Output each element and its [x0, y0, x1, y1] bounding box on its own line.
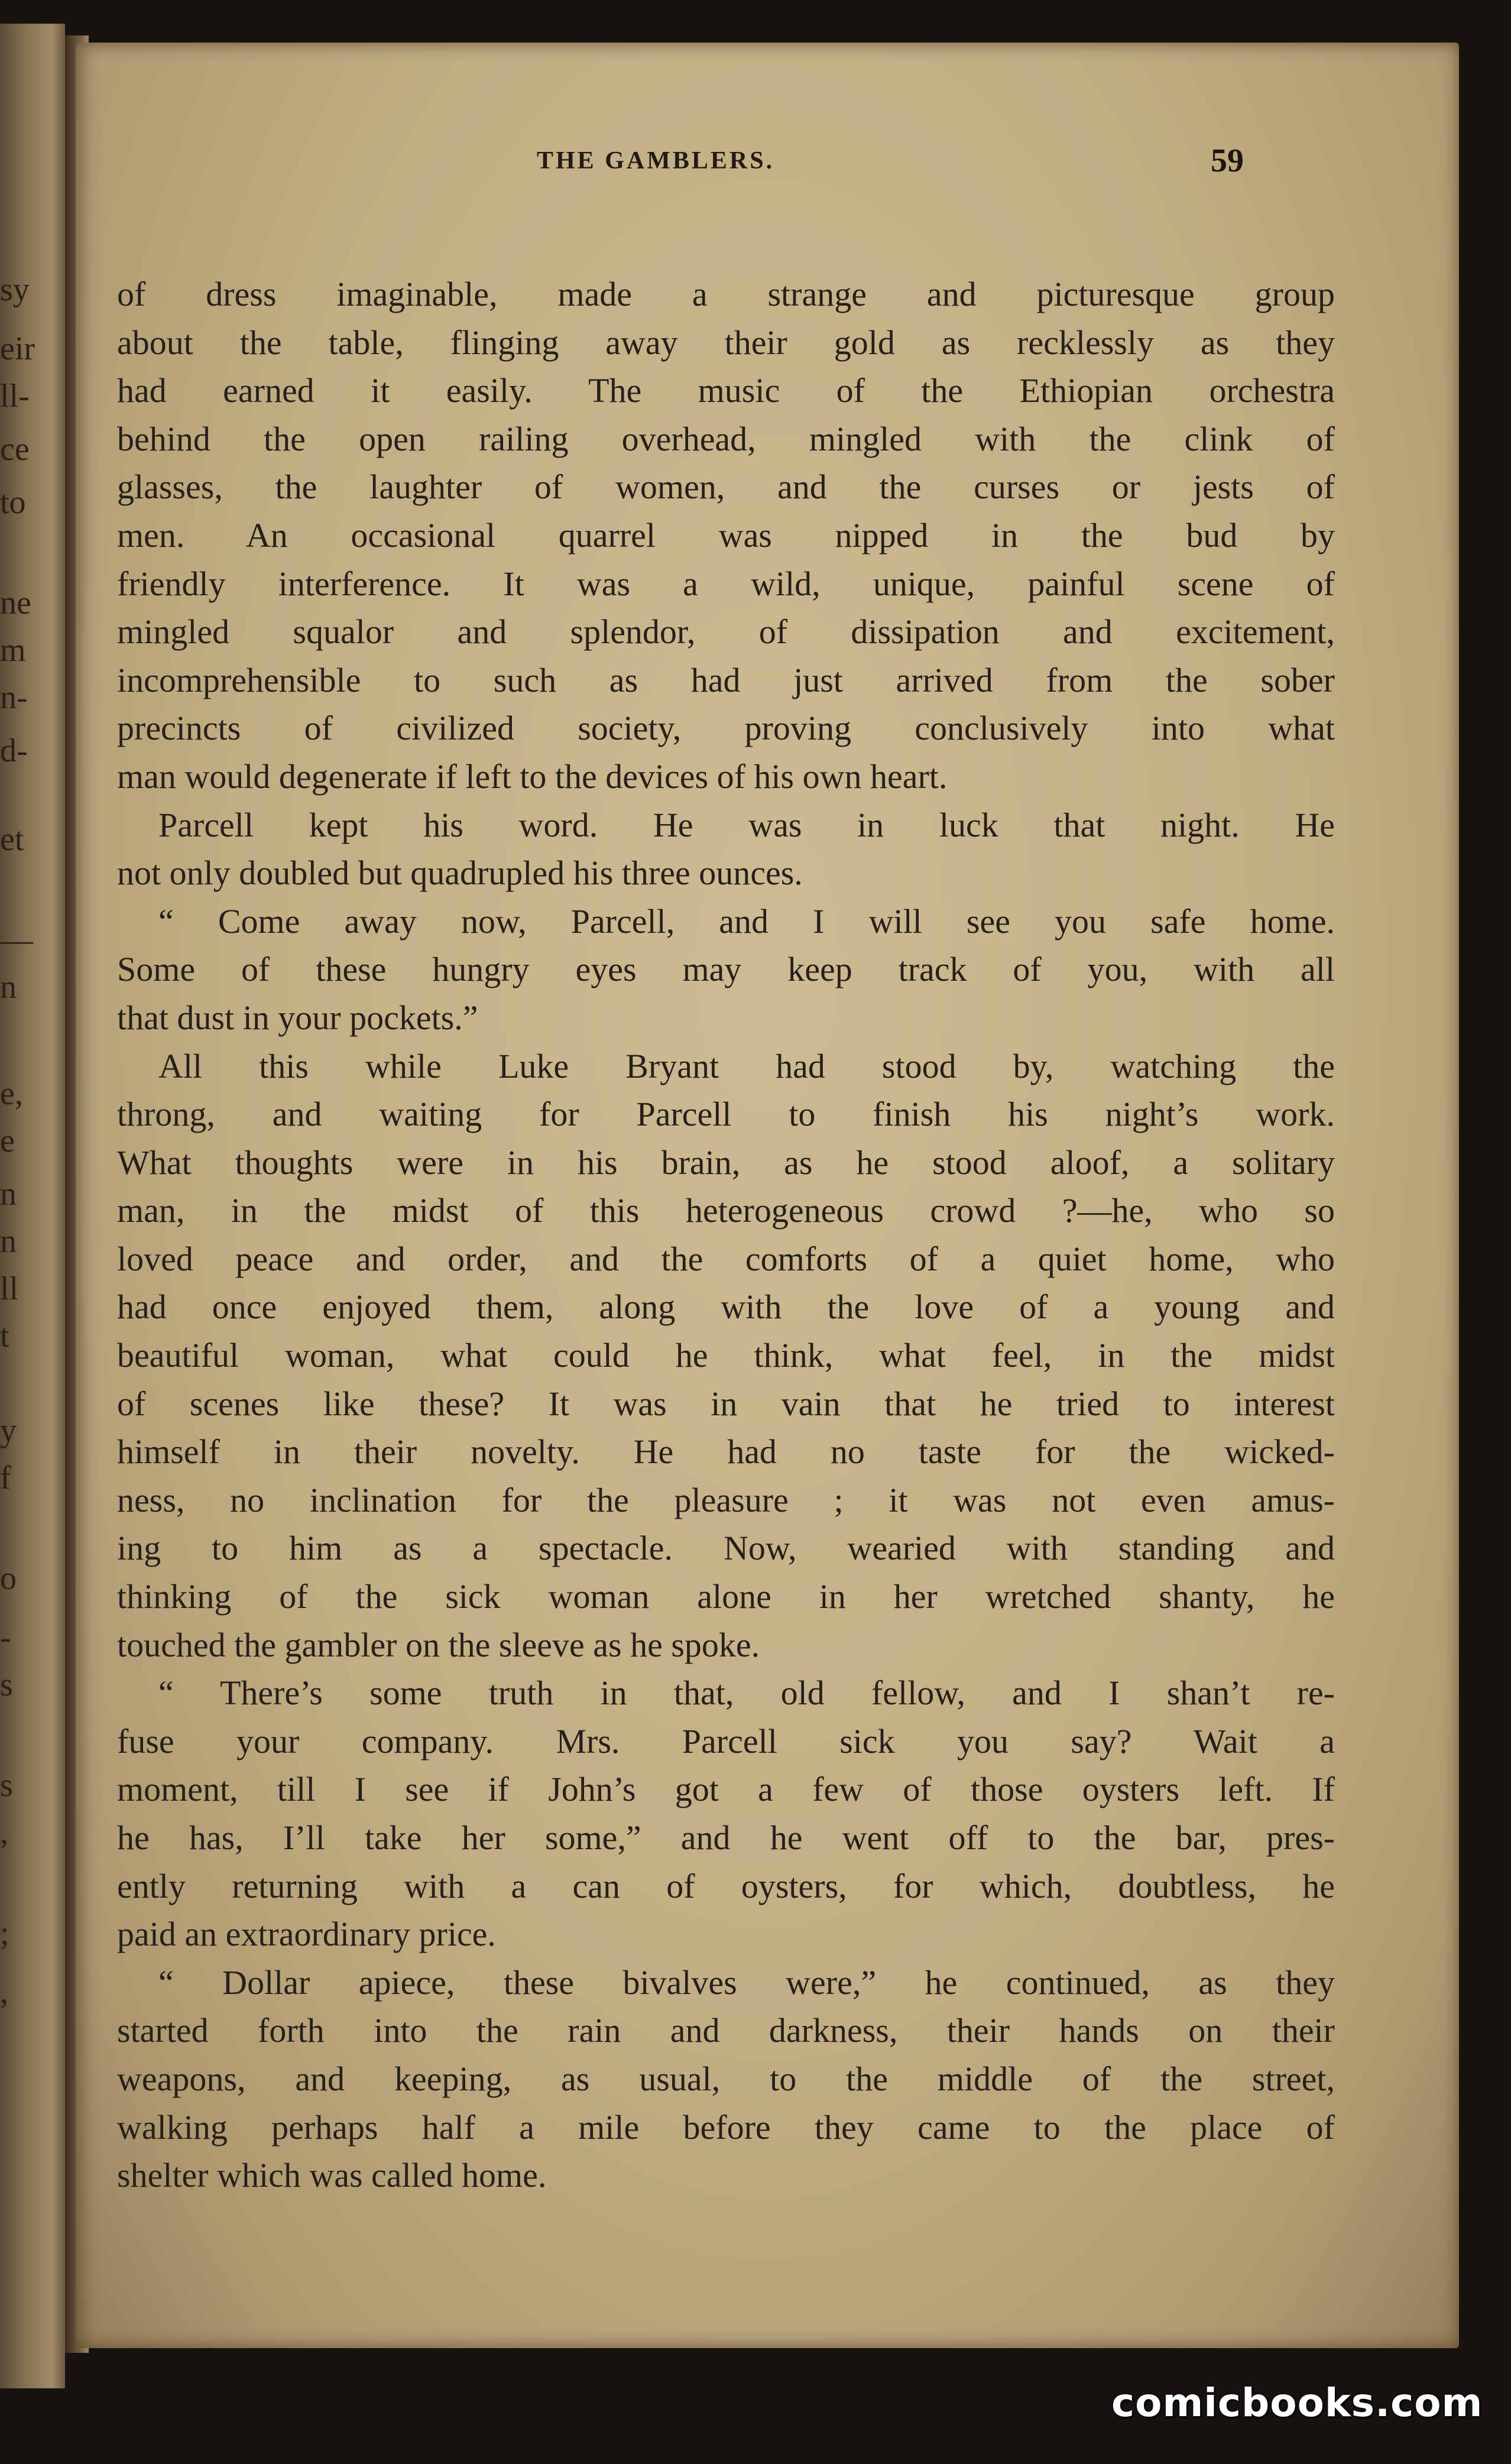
text-line: weapons, and keeping, as usual, to the middle of the street,: [117, 2059, 1335, 2098]
left-page-fragment: ;: [0, 1915, 9, 1951]
text-line: ness, no inclination for the pleasure ; it was not even amus-: [117, 1480, 1335, 1519]
text-line: behind the open railing overhead, mingled with the clink of: [117, 419, 1335, 458]
left-page-fragment: n: [0, 1223, 17, 1260]
left-page-fragment: to: [0, 484, 26, 521]
text-line: men. An occasional quarrel was nipped in the bud by: [117, 516, 1335, 555]
left-page-fragment: sy: [0, 271, 30, 308]
left-page-fragment: t: [0, 1318, 9, 1354]
text-line: fuse your company. Mrs. Parcell sick you say? Wait a: [117, 1721, 1335, 1761]
left-page-fragment: ll-: [0, 378, 30, 414]
left-page-fragment: s: [0, 1667, 13, 1703]
text-line: Some of these hungry eyes may keep track of you, with all: [117, 950, 1335, 989]
left-page-fragment: n-: [0, 679, 28, 716]
text-line: All this while Luke Bryant had stood by, watching the: [158, 1046, 1335, 1085]
left-page-fragment: n: [0, 1176, 17, 1212]
text-line: of scenes like these? It was in vain that he tried to interest: [117, 1384, 1335, 1423]
text-line: that dust in your pockets.”: [117, 998, 478, 1037]
text-line: loved peace and order, and the comforts of a quiet home, who: [117, 1239, 1335, 1278]
text-line: about the table, flinging away their gold as recklessly as they: [117, 323, 1335, 362]
text-line: he has, I’ll take her some,” and he went off to the bar, pres-: [117, 1818, 1335, 1857]
left-page-fragment: ll: [0, 1270, 19, 1307]
text-line: ently returning with a can of oysters, for which, doubtless, he: [117, 1866, 1335, 1905]
left-page-fragment: n: [0, 969, 17, 1006]
left-page-fragment: s: [0, 1767, 13, 1804]
left-page-fragment: e: [0, 1123, 15, 1159]
left-page-fragment: et: [0, 821, 24, 858]
left-page-fragment: d-: [0, 732, 28, 769]
watermark: comicbooks.com: [1111, 2380, 1483, 2426]
left-page-fragment: ,: [0, 1814, 8, 1851]
text-line: ing to him as a spectacle. Now, wearied with standing and: [117, 1529, 1335, 1568]
text-line: incomprehensible to such as had just arrived from the sober: [117, 660, 1335, 699]
left-page-fragment: ,: [0, 1974, 8, 2011]
text-line: “ There’s some truth in that, old fellow, and I shan’t re-: [158, 1674, 1335, 1713]
text-line: “ Come away now, Parcell, and I will see you safe home.: [158, 902, 1335, 941]
text-line: had once enjoyed them, along with the love of a young and: [117, 1288, 1335, 1327]
text-line: thinking of the sick woman alone in her wretched shanty, he: [117, 1577, 1335, 1616]
text-line: had earned it easily. The music of the Ethiopian orchestra: [117, 371, 1335, 410]
running-title: THE GAMBLERS.: [537, 147, 775, 174]
left-page-fragment: —: [0, 922, 33, 958]
page-number: 59: [1211, 142, 1244, 179]
text-line: shelter which was called home.: [117, 2156, 547, 2195]
text-line: Parcell kept his word. He was in luck that night. He: [158, 805, 1335, 844]
text-line: glasses, the laughter of women, and the curses or jests of: [117, 468, 1335, 507]
text-line: walking perhaps half a mile before they came to the place of: [117, 2108, 1335, 2147]
left-page-fragment: m: [0, 632, 26, 669]
text-line: “ Dollar apiece, these bivalves were,” he continued, as they: [158, 1963, 1335, 2002]
left-facing-page: [0, 24, 65, 2388]
text-line: moment, till I see if John’s got a few of those oysters left. If: [117, 1770, 1335, 1809]
text-line: himself in their novelty. He had no taste for the wicked-: [117, 1432, 1335, 1471]
text-line: of dress imaginable, made a strange and picturesque group: [117, 275, 1335, 313]
text-line: mingled squalor and splendor, of dissipation and excitement,: [117, 612, 1335, 651]
left-page-fragment: -: [0, 1619, 11, 1656]
text-line: touched the gambler on the sleeve as he spoke.: [117, 1625, 760, 1664]
text-line: not only doubled but quadrupled his three ounces.: [117, 854, 803, 893]
text-line: throng, and waiting for Parcell to finish his night’s work.: [117, 1095, 1335, 1134]
text-line: paid an extraordinary price.: [117, 1915, 496, 1954]
left-page-fragment: y: [0, 1412, 17, 1449]
text-line: started forth into the rain and darkness, their hands on their: [117, 2011, 1335, 2050]
text-line: friendly interference. It was a wild, unique, painful scene of: [117, 564, 1335, 603]
left-page-fragment: ce: [0, 431, 30, 468]
left-page-fragment: o: [0, 1560, 17, 1597]
body-text: [117, 270, 1335, 2200]
left-page-fragment: eir: [0, 330, 35, 367]
left-page-fragment: f: [0, 1460, 11, 1496]
left-page-fragment: e,: [0, 1075, 23, 1112]
text-line: man would degenerate if left to the devices of his own heart.: [117, 757, 948, 796]
left-page-fragment: ne: [0, 585, 31, 621]
text-line: beautiful woman, what could he think, what feel, in the midst: [117, 1336, 1335, 1375]
running-head: [76, 142, 1459, 194]
book-page: [76, 43, 1459, 2348]
text-line: man, in the midst of this heterogeneous crowd ?—he, who so: [117, 1191, 1335, 1230]
text-line: What thoughts were in his brain, as he stood aloof, a solitary: [117, 1143, 1335, 1182]
text-line: precincts of civilized society, proving conclusively into what: [117, 709, 1335, 748]
